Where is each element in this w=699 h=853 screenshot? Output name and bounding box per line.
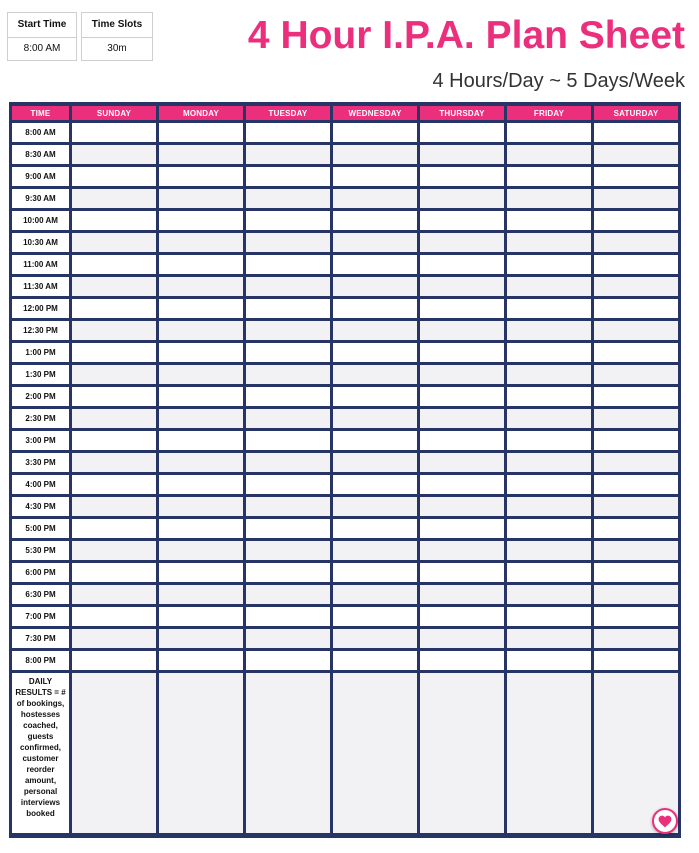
schedule-cell-saturday[interactable]: [594, 255, 678, 274]
schedule-cell-sunday[interactable]: [72, 343, 156, 362]
schedule-cell-tuesday[interactable]: [246, 519, 330, 538]
schedule-cell-saturday[interactable]: [594, 651, 678, 670]
schedule-cell-wednesday[interactable]: [333, 211, 417, 230]
schedule-cell-monday[interactable]: [159, 453, 243, 472]
schedule-cell-tuesday[interactable]: [246, 167, 330, 186]
schedule-cell-monday[interactable]: [159, 211, 243, 230]
schedule-cell-wednesday[interactable]: [333, 189, 417, 208]
heart-badge-button[interactable]: [652, 808, 678, 834]
schedule-cell-wednesday[interactable]: [333, 409, 417, 428]
schedule-cell-wednesday[interactable]: [333, 123, 417, 142]
schedule-cell-saturday[interactable]: [594, 387, 678, 406]
schedule-cell-sunday[interactable]: [72, 453, 156, 472]
schedule-cell-tuesday[interactable]: [246, 321, 330, 340]
schedule-cell-friday[interactable]: [507, 387, 591, 406]
plan-table: [9, 102, 681, 838]
time-slot-label: 10:30 AM: [12, 233, 69, 252]
schedule-cell-monday[interactable]: [159, 475, 243, 494]
schedule-cell-friday[interactable]: [507, 519, 591, 538]
day-header-sunday: SUNDAY: [72, 106, 156, 120]
schedule-cell-saturday[interactable]: [594, 585, 678, 604]
schedule-cell-monday[interactable]: [159, 189, 243, 208]
schedule-cell-friday[interactable]: [507, 563, 591, 582]
schedule-cell-wednesday[interactable]: [333, 233, 417, 252]
schedule-cell-thursday[interactable]: [420, 211, 504, 230]
schedule-cell-friday[interactable]: [507, 343, 591, 362]
schedule-cell-sunday[interactable]: [72, 189, 156, 208]
schedule-cell-wednesday[interactable]: [333, 365, 417, 384]
schedule-cell-tuesday[interactable]: [246, 343, 330, 362]
schedule-cell-saturday[interactable]: [594, 277, 678, 296]
time-slot-label: 8:00 PM: [12, 651, 69, 670]
page-subtitle: 4 Hours/Day ~ 5 Days/Week: [432, 70, 685, 92]
schedule-cell-saturday[interactable]: [594, 321, 678, 340]
schedule-cell-sunday[interactable]: [72, 255, 156, 274]
schedule-cell-tuesday[interactable]: [246, 541, 330, 560]
time-slot-label: 6:30 PM: [12, 585, 69, 604]
schedule-cell-wednesday[interactable]: [333, 387, 417, 406]
time-slot-label: 4:30 PM: [12, 497, 69, 516]
day-header-thursday: THURSDAY: [420, 106, 504, 120]
day-header-monday: MONDAY: [159, 106, 243, 120]
schedule-cell-tuesday[interactable]: [246, 497, 330, 516]
schedule-cell-sunday[interactable]: [72, 519, 156, 538]
schedule-cell-friday[interactable]: [507, 629, 591, 648]
schedule-cell-tuesday[interactable]: [246, 211, 330, 230]
schedule-cell-sunday[interactable]: [72, 321, 156, 340]
schedule-cell-tuesday[interactable]: [246, 365, 330, 384]
schedule-cell-saturday[interactable]: [594, 453, 678, 472]
schedule-cell-wednesday[interactable]: [333, 475, 417, 494]
schedule-cell-thursday[interactable]: [420, 299, 504, 318]
schedule-cell-friday[interactable]: [507, 475, 591, 494]
schedule-cell-thursday[interactable]: [420, 431, 504, 450]
start-time-label: Start Time: [8, 13, 76, 38]
schedule-cell-saturday[interactable]: [594, 519, 678, 538]
schedule-cell-wednesday[interactable]: [333, 541, 417, 560]
schedule-cell-tuesday[interactable]: [246, 145, 330, 164]
schedule-cell-friday[interactable]: [507, 255, 591, 274]
time-slot-label: 11:30 AM: [12, 277, 69, 296]
time-slot-label: 12:30 PM: [12, 321, 69, 340]
schedule-cell-sunday[interactable]: [72, 541, 156, 560]
daily-results-cell-friday[interactable]: [507, 673, 591, 833]
schedule-cell-saturday[interactable]: [594, 629, 678, 648]
schedule-cell-saturday[interactable]: [594, 145, 678, 164]
daily-results-cell-sunday[interactable]: [72, 673, 156, 833]
schedule-cell-sunday[interactable]: [72, 387, 156, 406]
time-slot-label: 7:00 PM: [12, 607, 69, 626]
schedule-cell-thursday[interactable]: [420, 497, 504, 516]
schedule-cell-tuesday[interactable]: [246, 563, 330, 582]
schedule-cell-tuesday[interactable]: [246, 629, 330, 648]
schedule-cell-friday[interactable]: [507, 233, 591, 252]
schedule-cell-tuesday[interactable]: [246, 651, 330, 670]
schedule-cell-thursday[interactable]: [420, 563, 504, 582]
time-slot-label: 5:30 PM: [12, 541, 69, 560]
time-slot-label: 12:00 PM: [12, 299, 69, 318]
schedule-cell-monday[interactable]: [159, 277, 243, 296]
schedule-cell-tuesday[interactable]: [246, 233, 330, 252]
schedule-cell-friday[interactable]: [507, 145, 591, 164]
schedule-cell-friday[interactable]: [507, 497, 591, 516]
schedule-cell-thursday[interactable]: [420, 387, 504, 406]
schedule-cell-wednesday[interactable]: [333, 563, 417, 582]
schedule-cell-friday[interactable]: [507, 277, 591, 296]
time-slot-label: 8:00 AM: [12, 123, 69, 142]
schedule-cell-friday[interactable]: [507, 321, 591, 340]
time-slot-label: 3:00 PM: [12, 431, 69, 450]
schedule-cell-monday[interactable]: [159, 585, 243, 604]
schedule-cell-wednesday[interactable]: [333, 299, 417, 318]
schedule-cell-friday[interactable]: [507, 453, 591, 472]
time-slots-label: Time Slots: [82, 13, 152, 38]
schedule-cell-tuesday[interactable]: [246, 299, 330, 318]
time-slot-label: 9:30 AM: [12, 189, 69, 208]
schedule-cell-wednesday[interactable]: [333, 167, 417, 186]
schedule-cell-sunday[interactable]: [72, 409, 156, 428]
schedule-cell-friday[interactable]: [507, 409, 591, 428]
schedule-cell-sunday[interactable]: [72, 211, 156, 230]
schedule-cell-friday[interactable]: [507, 299, 591, 318]
schedule-cell-thursday[interactable]: [420, 475, 504, 494]
daily-results-label: DAILY RESULTS = # of bookings, hostesses coached, guests confirmed, customer reorder amount, personal interviews booked: [12, 673, 69, 833]
daily-results-cell-monday[interactable]: [159, 673, 243, 833]
schedule-cell-sunday[interactable]: [72, 497, 156, 516]
schedule-cell-thursday[interactable]: [420, 541, 504, 560]
schedule-cell-wednesday[interactable]: [333, 497, 417, 516]
schedule-cell-thursday[interactable]: [420, 629, 504, 648]
time-slot-label: 2:30 PM: [12, 409, 69, 428]
schedule-cell-friday[interactable]: [507, 123, 591, 142]
schedule-cell-saturday[interactable]: [594, 409, 678, 428]
schedule-cell-saturday[interactable]: [594, 475, 678, 494]
schedule-cell-monday[interactable]: [159, 629, 243, 648]
time-slot-label: 8:30 AM: [12, 145, 69, 164]
schedule-cell-monday[interactable]: [159, 431, 243, 450]
schedule-cell-wednesday[interactable]: [333, 255, 417, 274]
schedule-cell-sunday[interactable]: [72, 431, 156, 450]
schedule-cell-saturday[interactable]: [594, 541, 678, 560]
schedule-cell-thursday[interactable]: [420, 651, 504, 670]
time-slot-label: 6:00 PM: [12, 563, 69, 582]
day-header-tuesday: TUESDAY: [246, 106, 330, 120]
schedule-cell-wednesday[interactable]: [333, 343, 417, 362]
schedule-cell-saturday[interactable]: [594, 563, 678, 582]
schedule-cell-friday[interactable]: [507, 189, 591, 208]
schedule-cell-monday[interactable]: [159, 387, 243, 406]
schedule-cell-monday[interactable]: [159, 167, 243, 186]
schedule-cell-friday[interactable]: [507, 651, 591, 670]
time-slot-label: 2:00 PM: [12, 387, 69, 406]
time-slot-label: 1:30 PM: [12, 365, 69, 384]
schedule-cell-monday[interactable]: [159, 343, 243, 362]
schedule-cell-wednesday[interactable]: [333, 277, 417, 296]
schedule-cell-sunday[interactable]: [72, 299, 156, 318]
schedule-cell-tuesday[interactable]: [246, 123, 330, 142]
schedule-cell-friday[interactable]: [507, 541, 591, 560]
schedule-cell-tuesday[interactable]: [246, 453, 330, 472]
schedule-cell-saturday[interactable]: [594, 167, 678, 186]
schedule-cell-tuesday[interactable]: [246, 387, 330, 406]
time-slot-label: 11:00 AM: [12, 255, 69, 274]
schedule-cell-sunday[interactable]: [72, 563, 156, 582]
time-slots-box: [81, 12, 153, 61]
schedule-cell-sunday[interactable]: [72, 607, 156, 626]
schedule-cell-tuesday[interactable]: [246, 189, 330, 208]
time-column-header: TIME: [12, 106, 69, 120]
schedule-cell-monday[interactable]: [159, 145, 243, 164]
schedule-cell-sunday[interactable]: [72, 651, 156, 670]
time-slot-label: 1:00 PM: [12, 343, 69, 362]
time-slot-label: 5:00 PM: [12, 519, 69, 538]
schedule-cell-tuesday[interactable]: [246, 585, 330, 604]
schedule-cell-thursday[interactable]: [420, 343, 504, 362]
time-slots-value[interactable]: 30m: [107, 43, 127, 54]
schedule-cell-sunday[interactable]: [72, 585, 156, 604]
schedule-cell-thursday[interactable]: [420, 321, 504, 340]
day-header-friday: FRIDAY: [507, 106, 591, 120]
schedule-cell-saturday[interactable]: [594, 343, 678, 362]
schedule-cell-saturday[interactable]: [594, 189, 678, 208]
schedule-cell-monday[interactable]: [159, 299, 243, 318]
day-header-wednesday: WEDNESDAY: [333, 106, 417, 120]
schedule-cell-monday[interactable]: [159, 563, 243, 582]
schedule-cell-thursday[interactable]: [420, 167, 504, 186]
heart-icon: [658, 815, 672, 828]
schedule-cell-wednesday[interactable]: [333, 629, 417, 648]
start-time-box: [7, 12, 77, 61]
schedule-cell-monday[interactable]: [159, 233, 243, 252]
time-slot-label: 4:00 PM: [12, 475, 69, 494]
schedule-cell-saturday[interactable]: [594, 497, 678, 516]
schedule-cell-sunday[interactable]: [72, 629, 156, 648]
schedule-cell-sunday[interactable]: [72, 277, 156, 296]
schedule-cell-thursday[interactable]: [420, 189, 504, 208]
schedule-cell-thursday[interactable]: [420, 255, 504, 274]
schedule-cell-tuesday[interactable]: [246, 431, 330, 450]
schedule-cell-saturday[interactable]: [594, 299, 678, 318]
schedule-cell-sunday[interactable]: [72, 145, 156, 164]
daily-results-cell-thursday[interactable]: [420, 673, 504, 833]
schedule-cell-wednesday[interactable]: [333, 651, 417, 670]
day-header-saturday: SATURDAY: [594, 106, 678, 120]
schedule-cell-tuesday[interactable]: [246, 409, 330, 428]
schedule-cell-saturday[interactable]: [594, 365, 678, 384]
schedule-cell-friday[interactable]: [507, 607, 591, 626]
schedule-cell-friday[interactable]: [507, 431, 591, 450]
time-slot-label: 9:00 AM: [12, 167, 69, 186]
schedule-cell-wednesday[interactable]: [333, 519, 417, 538]
start-time-value[interactable]: 8:00 AM: [23, 43, 61, 54]
schedule-cell-monday[interactable]: [159, 607, 243, 626]
schedule-cell-monday[interactable]: [159, 497, 243, 516]
schedule-cell-thursday[interactable]: [420, 365, 504, 384]
time-slot-label: 7:30 PM: [12, 629, 69, 648]
schedule-cell-tuesday[interactable]: [246, 277, 330, 296]
schedule-cell-wednesday[interactable]: [333, 453, 417, 472]
schedule-cell-saturday[interactable]: [594, 211, 678, 230]
daily-results-cell-wednesday[interactable]: [333, 673, 417, 833]
time-slot-label: 3:30 PM: [12, 453, 69, 472]
schedule-cell-sunday[interactable]: [72, 167, 156, 186]
schedule-cell-thursday[interactable]: [420, 145, 504, 164]
schedule-cell-monday[interactable]: [159, 651, 243, 670]
schedule-cell-saturday[interactable]: [594, 123, 678, 142]
schedule-cell-sunday[interactable]: [72, 123, 156, 142]
schedule-cell-monday[interactable]: [159, 409, 243, 428]
schedule-cell-monday[interactable]: [159, 123, 243, 142]
schedule-cell-thursday[interactable]: [420, 585, 504, 604]
schedule-cell-thursday[interactable]: [420, 233, 504, 252]
schedule-cell-thursday[interactable]: [420, 409, 504, 428]
schedule-cell-sunday[interactable]: [72, 365, 156, 384]
schedule-cell-thursday[interactable]: [420, 453, 504, 472]
schedule-cell-wednesday[interactable]: [333, 607, 417, 626]
page-title: 4 Hour I.P.A. Plan Sheet: [247, 14, 685, 57]
schedule-cell-saturday[interactable]: [594, 431, 678, 450]
schedule-cell-monday[interactable]: [159, 255, 243, 274]
schedule-cell-tuesday[interactable]: [246, 607, 330, 626]
schedule-cell-thursday[interactable]: [420, 607, 504, 626]
time-slot-label: 10:00 AM: [12, 211, 69, 230]
schedule-cell-monday[interactable]: [159, 519, 243, 538]
daily-results-cell-tuesday[interactable]: [246, 673, 330, 833]
schedule-cell-thursday[interactable]: [420, 519, 504, 538]
schedule-cell-wednesday[interactable]: [333, 585, 417, 604]
schedule-cell-wednesday[interactable]: [333, 431, 417, 450]
schedule-cell-thursday[interactable]: [420, 123, 504, 142]
schedule-cell-tuesday[interactable]: [246, 255, 330, 274]
schedule-cell-sunday[interactable]: [72, 475, 156, 494]
schedule-cell-wednesday[interactable]: [333, 321, 417, 340]
schedule-cell-monday[interactable]: [159, 365, 243, 384]
schedule-cell-saturday[interactable]: [594, 233, 678, 252]
schedule-cell-friday[interactable]: [507, 585, 591, 604]
schedule-cell-wednesday[interactable]: [333, 145, 417, 164]
schedule-cell-friday[interactable]: [507, 211, 591, 230]
schedule-cell-saturday[interactable]: [594, 607, 678, 626]
schedule-cell-friday[interactable]: [507, 365, 591, 384]
schedule-cell-tuesday[interactable]: [246, 475, 330, 494]
schedule-cell-thursday[interactable]: [420, 277, 504, 296]
schedule-cell-monday[interactable]: [159, 541, 243, 560]
schedule-cell-friday[interactable]: [507, 167, 591, 186]
schedule-cell-monday[interactable]: [159, 321, 243, 340]
schedule-cell-sunday[interactable]: [72, 233, 156, 252]
